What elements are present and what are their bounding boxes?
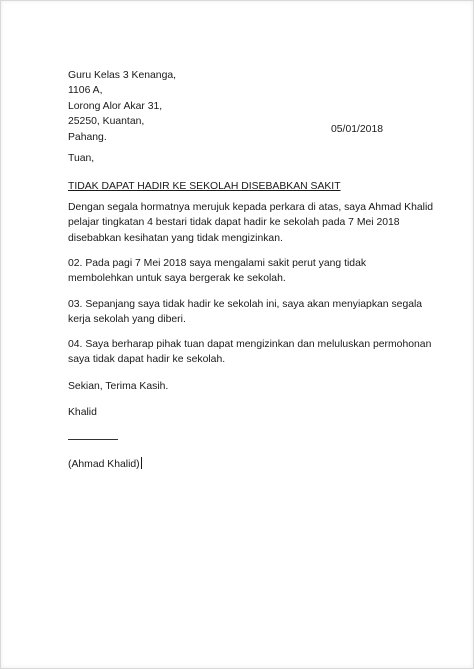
letter-subject: TIDAK DAPAT HADIR KE SEKOLAH DISEBABKAN SAKIT <box>68 181 341 192</box>
address-line: 1106 A, <box>68 85 103 97</box>
signature-line <box>68 439 118 440</box>
paragraph-line: kerja sekolah yang diberi. <box>68 314 186 326</box>
signature: Khalid <box>68 407 97 418</box>
paragraph-line: disebabkan kesihatan yang tidak mengizinkan. <box>68 232 283 244</box>
paragraph-line: pelajar tingkatan 4 bestari tidak dapat hadir ke sekolah pada 7 Mei 2018 <box>68 217 400 229</box>
address-line: Pahang. <box>68 131 107 143</box>
full-name: (Ahmad Khalid) <box>68 459 140 470</box>
letter-date: 05/01/2018 <box>331 124 384 135</box>
closing: Sekian, Terima Kasih. <box>68 381 169 392</box>
paragraph-3 <box>68 297 422 328</box>
address-line: 25250, Kuantan, <box>68 116 145 128</box>
address-line: Guru Kelas 3 Kenanga, <box>68 70 177 81</box>
paragraph-1 <box>68 200 433 246</box>
paragraph-line: saya tidak dapat hadir ke sekolah. <box>68 354 226 366</box>
paragraph-line: 03. Sepanjang saya tidak hadir ke sekolah ini, saya akan menyiapkan segala <box>68 299 423 310</box>
paragraph-line: Dengan segala hormatnya merujuk kepada perkara di atas, saya Ahmad Khalid <box>68 202 434 213</box>
text-cursor <box>141 457 142 469</box>
paragraph-line: 04. Saya berharap pihak tuan dapat mengizinkan dan meluluskan permohonan <box>68 339 432 350</box>
sender-address <box>68 68 176 145</box>
paragraph-2 <box>68 256 366 287</box>
paragraph-4 <box>68 337 431 368</box>
full-name-line <box>68 457 142 472</box>
paragraph-line: 02. Pada pagi 7 Mei 2018 saya mengalami sakit perut yang tidak <box>68 258 367 269</box>
address-line: Lorong Alor Akar 31, <box>68 100 163 112</box>
greeting: Tuan, <box>68 153 95 164</box>
paragraph-line: membolehkan untuk saya bergerak ke sekolah. <box>68 273 286 285</box>
